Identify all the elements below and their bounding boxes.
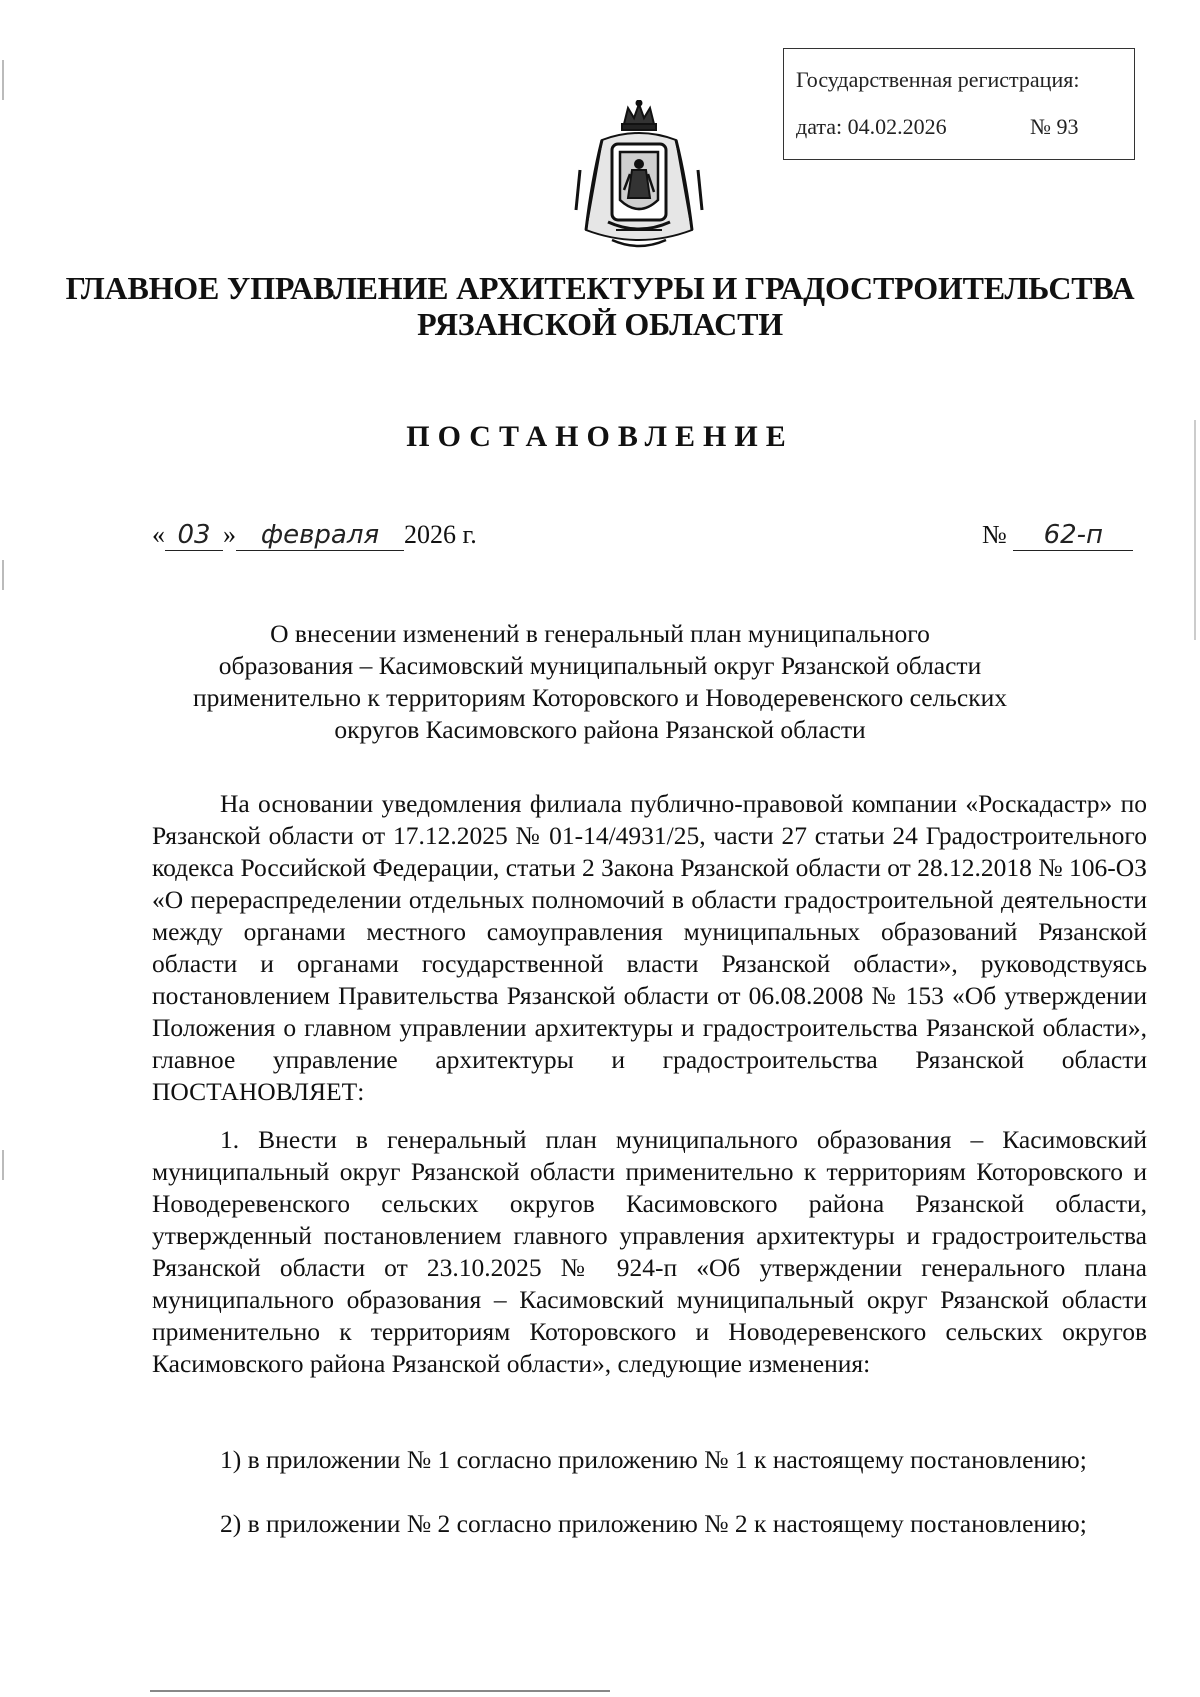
date-close-quote: » [223,520,236,549]
subject-line: образования – Касимовский муниципальный округ Рязанской области [218,651,982,680]
registration-stamp [783,48,1135,160]
subitem1-paragraph-block [152,1444,1147,1476]
organization-name-line1: ГЛАВНОЕ УПРАВЛЕНИЕ АРХИТЕКТУРЫ И ГРАДОСТРОИТЕЛЬСТВА [65,270,1135,306]
document-number-value: 62-п [1013,520,1133,551]
registration-title: Государственная регистрация: [796,67,1080,92]
basis-paragraph: На основании уведомления филиала публично-правовой компании «Роскадастр» по Рязанской области от 17.12.2025 № 01-14/4931/25, части 27 статьи 24 Градостроительного кодекса Российской Федерации, статьи 2 Закона Рязанской области от 28.12.2018 № 106-ОЗ «О перераспределении отдельных полномочий в области градостроительной деятельности между органами местного самоуправления муниципальных образований Рязанской области и органами государственной власти Рязанской области», руководствуясь постановлением Правительства Рязанской области от 06.08.2008 № 153 «Об утверждении Положения о главном управлении архитектуры и градостроительства Рязанской области», главное управление архитектуры и градостроительства Рязанской области ПОСТАНОВЛЯЕТ: [152,789,1147,1106]
date-open-quote: « [152,520,165,549]
subject-line: округов Касимовского района Рязанской области [334,715,866,744]
subitem2-paragraph-block [152,1508,1147,1540]
scan-bottom-edge [150,1690,610,1692]
coat-of-arms-icon [572,100,706,260]
item1-paragraph: 1. Внести в генеральный план муниципального образования – Касимовский муниципальный округ Рязанской области применительно к территориям Которовского и Новодеревенского сельских округов Касимовского района Рязанской области, утвержденный постановлением главного управления архитектуры и градостроительства Рязанской области от 23.10.2025 № 924-п «Об утверждении генерального плана муниципального образования – Касимовский муниципальный округ Рязанской области применительно к территориям Которовского и Новодеревенского сельских округов Касимовского района Рязанской области», следующие изменения: [152,1125,1147,1378]
subject-line: О внесении изменений в генеральный план муниципального [270,619,930,648]
item1-paragraph-block [152,1124,1147,1380]
date-year: 2026 г. [404,520,477,549]
scan-margin-mark [2,1150,4,1180]
subject-line: применительно к территориям Которовского и Новодеревенского сельских [193,683,1007,712]
date-day: 03 [165,520,223,551]
scan-margin-mark [2,60,4,100]
document-number-label: № [982,520,1007,549]
document-subject [150,618,1050,746]
document-type: ПОСТАНОВЛЕНИЕ [406,420,794,453]
document-date [152,520,477,551]
organization-name-line2: РЯЗАНСКОЙ ОБЛАСТИ [417,306,783,342]
date-month: февраля [236,520,404,551]
registration-number: № 93 [1030,114,1079,139]
registration-date: дата: 04.02.2026 [796,114,947,139]
basis-paragraph-block [152,788,1147,1108]
subitem1-paragraph: 1) в приложении № 1 согласно приложению № 1 к настоящему постановлению; [220,1445,1087,1474]
document-number [982,520,1133,551]
scan-margin-mark [2,560,4,590]
subitem2-paragraph: 2) в приложении № 2 согласно приложению № 2 к настоящему постановлению; [220,1509,1087,1538]
